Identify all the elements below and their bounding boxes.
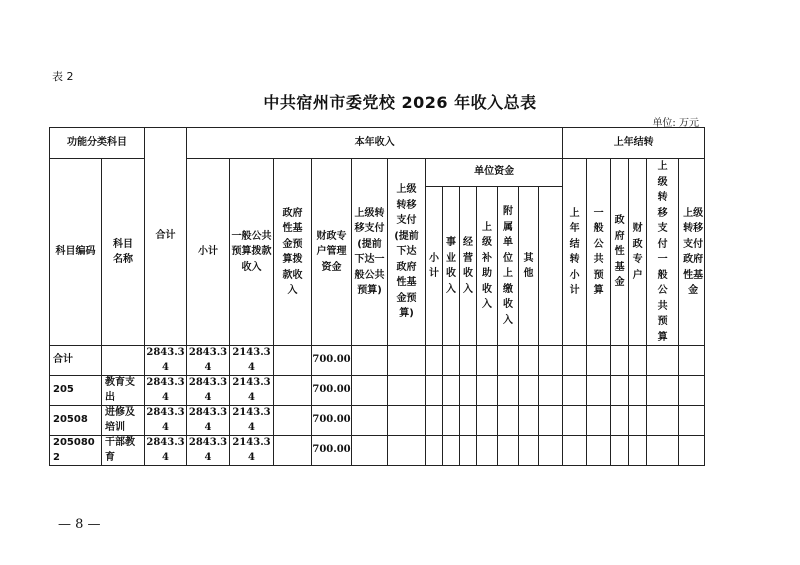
row-cell	[460, 406, 477, 436]
doc-label: 表 2	[52, 70, 74, 83]
row-cell	[563, 436, 587, 466]
row-subtotal: 2843.34	[187, 406, 230, 436]
row-cell	[519, 346, 539, 376]
row-subtotal: 2843.34	[187, 346, 230, 376]
header-row-1	[50, 128, 705, 159]
header-uf-affiliated-text: 附属单位上缴收入	[503, 206, 513, 326]
row-cell	[647, 406, 679, 436]
row-code: 合计	[50, 346, 102, 376]
header-prior-general-text: 一般公共预算	[593, 207, 604, 296]
header-functional-class: 功能分类科目	[50, 128, 145, 159]
header-uf-affiliated	[498, 187, 519, 346]
row-cell	[539, 376, 563, 406]
row-cell	[477, 436, 498, 466]
row-cell	[477, 346, 498, 376]
row-fiscal: 700.00	[312, 346, 352, 376]
row-cell	[679, 406, 705, 436]
header-prior-carryover: 上年结转	[563, 128, 705, 159]
row-cell	[498, 406, 519, 436]
page-number: — 8 —	[58, 517, 101, 532]
income-table	[49, 127, 705, 466]
header-uf-subtotal-text: 小计	[429, 252, 439, 280]
row-cell	[426, 346, 443, 376]
row-fiscal: 700.00	[312, 406, 352, 436]
header-name	[102, 159, 145, 346]
header-uf-subtotal	[426, 187, 443, 346]
header-uf-other	[519, 187, 539, 346]
row-cell	[647, 376, 679, 406]
header-prior-upper-general	[647, 159, 679, 346]
row-cell	[352, 406, 388, 436]
row-cell	[477, 376, 498, 406]
row-cell	[563, 406, 587, 436]
row-cell	[498, 346, 519, 376]
row-cell	[426, 436, 443, 466]
header-prior-upper-fund	[679, 159, 705, 346]
row-cell	[679, 346, 705, 376]
header-prior-fiscal-text: 财政专户	[632, 223, 643, 281]
row-cell	[460, 376, 477, 406]
header-uf-operating-text: 经营收入	[463, 237, 473, 295]
row-cell	[629, 436, 647, 466]
row-cell	[647, 436, 679, 466]
header-code: 科目编码	[50, 159, 102, 346]
header-prior-upper-fund-text: 上级转移支付政府性基金	[683, 207, 704, 296]
row-code: 2050802	[50, 436, 102, 466]
header-uf-upper-subsidy	[477, 187, 498, 346]
row-fiscal: 700.00	[312, 376, 352, 406]
row-general: 2143.34	[230, 376, 274, 406]
row-cell	[679, 376, 705, 406]
row-cell	[587, 376, 611, 406]
row-name: 进修及培训	[102, 406, 145, 436]
row-cell	[679, 436, 705, 466]
header-upper-general	[352, 159, 388, 346]
header-general-budget-text: 一般公共预算拨款收入	[231, 230, 272, 273]
row-cell	[388, 436, 426, 466]
row-general: 2143.34	[230, 436, 274, 466]
row-cell	[563, 346, 587, 376]
row-cell	[460, 346, 477, 376]
page-title: 中共宿州市委党校 2026 年收入总表	[263, 93, 537, 112]
row-cell	[443, 376, 460, 406]
header-unit-funds: 单位资金	[426, 159, 563, 187]
row-name	[102, 346, 145, 376]
row-cell	[498, 376, 519, 406]
row-cell	[519, 436, 539, 466]
header-fiscal-special-text: 财政专户管理资金	[316, 230, 347, 273]
row-cell	[587, 346, 611, 376]
row-code: 205	[50, 376, 102, 406]
row-cell	[611, 346, 629, 376]
row-general: 2143.34	[230, 406, 274, 436]
header-upper-fund	[388, 159, 426, 346]
row-cell	[352, 436, 388, 466]
row-cell	[443, 406, 460, 436]
row-cell	[629, 346, 647, 376]
header-uf-business-text: 事业收入	[446, 237, 456, 295]
row-cell	[426, 376, 443, 406]
row-cell	[443, 436, 460, 466]
row-gov-fund	[274, 346, 312, 376]
row-fiscal: 700.00	[312, 436, 352, 466]
row-total: 2843.34	[145, 376, 187, 406]
table-row	[50, 346, 705, 376]
row-cell	[352, 346, 388, 376]
row-cell	[388, 346, 426, 376]
header-current-income: 本年收入	[187, 128, 563, 159]
header-prior-general	[587, 159, 611, 346]
unit-label: 单位: 万元	[652, 118, 699, 129]
row-cell	[498, 436, 519, 466]
header-uf-business	[443, 187, 460, 346]
row-cell	[611, 436, 629, 466]
row-cell	[587, 436, 611, 466]
row-cell	[519, 376, 539, 406]
row-code: 20508	[50, 406, 102, 436]
header-uf-upper-subsidy-text: 上级补助收入	[482, 221, 492, 311]
header-prior-fiscal	[629, 159, 647, 346]
row-total: 2843.34	[145, 346, 187, 376]
table-row	[50, 406, 705, 436]
row-cell	[629, 376, 647, 406]
row-cell	[563, 376, 587, 406]
header-prior-subtotal-text: 上年结转小计	[569, 207, 580, 296]
header-name-text: 科目名称	[113, 238, 133, 265]
header-prior-gov-fund-text: 政府性基金	[614, 215, 625, 289]
header-gov-fund	[274, 159, 312, 346]
row-cell	[611, 406, 629, 436]
row-cell	[519, 406, 539, 436]
row-cell	[587, 406, 611, 436]
header-subtotal: 小计	[187, 159, 230, 346]
row-cell	[611, 376, 629, 406]
header-uf-other-text: 其他	[523, 252, 534, 280]
row-gov-fund	[274, 406, 312, 436]
header-prior-subtotal	[563, 159, 587, 346]
header-prior-upper-general-text: 上级转移支付一般公共预算	[657, 161, 668, 343]
header-total: 合计	[145, 128, 187, 346]
row-gov-fund	[274, 376, 312, 406]
row-name: 教育支出	[102, 376, 145, 406]
row-cell	[539, 406, 563, 436]
header-upper-general-text: 上级转移支付(提前下达一般公共预算)	[354, 207, 385, 296]
row-total: 2843.34	[145, 406, 187, 436]
header-uf-blank	[539, 187, 563, 346]
header-uf-operating	[460, 187, 477, 346]
row-name: 干部教育	[102, 436, 145, 466]
row-general: 2143.34	[230, 346, 274, 376]
row-total: 2843.34	[145, 436, 187, 466]
row-cell	[388, 406, 426, 436]
table-row	[50, 436, 705, 466]
row-cell	[443, 346, 460, 376]
row-cell	[539, 436, 563, 466]
header-gov-fund-text: 政府性基金预算拨款收入	[282, 207, 303, 296]
header-fiscal-special	[312, 159, 352, 346]
row-cell	[629, 406, 647, 436]
row-cell	[647, 346, 679, 376]
table-row	[50, 376, 705, 406]
row-cell	[352, 376, 388, 406]
row-cell	[460, 436, 477, 466]
header-prior-gov-fund	[611, 159, 629, 346]
row-subtotal: 2843.34	[187, 376, 230, 406]
row-cell	[388, 376, 426, 406]
row-subtotal: 2843.34	[187, 436, 230, 466]
header-general-budget	[230, 159, 274, 346]
header-upper-fund-text: 上级转移支付(提前下达政府性基金预算)	[394, 184, 419, 320]
row-cell	[539, 346, 563, 376]
row-cell	[426, 406, 443, 436]
row-cell	[477, 406, 498, 436]
row-gov-fund	[274, 436, 312, 466]
